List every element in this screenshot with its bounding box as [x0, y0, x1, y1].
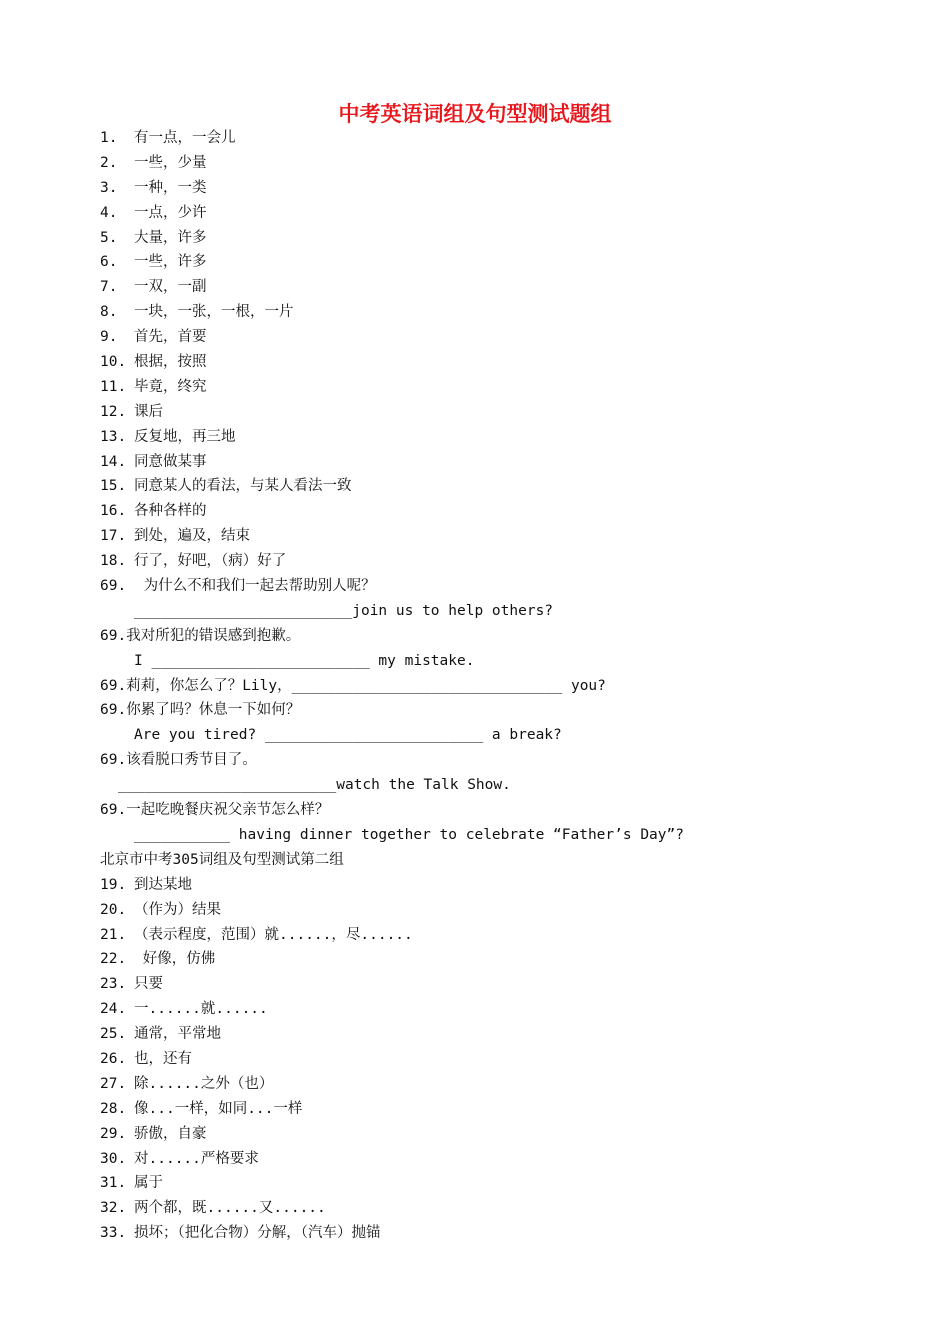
item-number: 30. — [100, 1150, 127, 1167]
item-text: 首先，首要 — [134, 329, 207, 346]
item-number: 28. — [100, 1100, 127, 1117]
item-text: （表示程度，范围）就......，尽...... — [134, 926, 413, 943]
item-number: 5. — [100, 229, 118, 246]
item-text: 课后 — [134, 403, 163, 420]
list-item — [100, 1171, 900, 1196]
item-number: 15. — [100, 478, 127, 495]
item-number: 8. — [100, 304, 118, 321]
list-item — [100, 226, 900, 251]
list-item — [100, 947, 900, 972]
item-number: 11. — [100, 378, 127, 395]
list-item — [100, 474, 900, 499]
section-heading: 北京市中考305词组及句型测试第二组 — [100, 851, 344, 868]
list-item — [100, 898, 900, 923]
item-number: 25. — [100, 1026, 127, 1043]
list-item — [100, 400, 900, 425]
list-item — [100, 499, 900, 524]
sentence-question: 69.该看脱口秀节目了。 — [100, 752, 257, 769]
item-text: 通常，平常地 — [134, 1026, 221, 1043]
item-number: 13. — [100, 428, 127, 445]
phrase-list-group-2 — [100, 873, 900, 1246]
item-number: 2. — [100, 154, 118, 171]
list-item — [100, 126, 900, 151]
sentence-question: 69.莉莉，你怎么了？Lily，_______________________________ you? — [100, 677, 606, 694]
item-text: 也，还有 — [134, 1050, 192, 1067]
document-body — [100, 126, 900, 1246]
item-number: 16. — [100, 503, 127, 520]
item-number: 12. — [100, 403, 127, 420]
item-number: 1. — [100, 130, 118, 146]
list-item — [100, 1196, 900, 1221]
sentence-question: 69.我对所犯的错误感到抱歉。 — [100, 627, 301, 644]
document-title: 中考英语词组及句型测试题组 — [338, 101, 612, 126]
item-text: 属于 — [134, 1175, 163, 1192]
sentence-answer-blank: I _________________________ my mistake. — [134, 652, 475, 669]
item-number: 19. — [100, 876, 127, 893]
phrase-list-group-1 — [100, 126, 900, 574]
item-text: 一些，少量 — [134, 154, 207, 171]
item-number: 27. — [100, 1075, 127, 1092]
list-item — [100, 1047, 900, 1072]
item-number: 23. — [100, 976, 127, 993]
item-number: 20. — [100, 901, 127, 918]
sentence-answer-blank: _________________________watch the Talk Show. — [118, 777, 511, 794]
item-text: 除......之外（也） — [134, 1075, 274, 1092]
list-item — [100, 1122, 900, 1147]
list-item — [100, 1072, 900, 1097]
item-number: 7. — [100, 279, 118, 296]
list-item — [100, 1022, 900, 1047]
item-number: 6. — [100, 254, 118, 271]
item-text: 同意某人的看法，与某人看法一致 — [134, 478, 352, 495]
item-text: 骄傲，自豪 — [134, 1125, 207, 1142]
item-number: 3. — [100, 179, 118, 196]
sentence-question: 69. 为什么不和我们一起去帮助别人呢？ — [100, 578, 376, 595]
sentence-answer-blank: ___________ having dinner together to celebrate “Father’s Day”? — [134, 826, 684, 843]
list-item — [100, 350, 900, 375]
item-text: 一种，一类 — [134, 179, 207, 196]
list-item — [100, 176, 900, 201]
list-item — [100, 923, 900, 948]
list-item — [100, 1097, 900, 1122]
list-item — [100, 972, 900, 997]
item-text: 一块，一张，一根，一片 — [134, 304, 294, 321]
item-text: 有一点，一会儿 — [134, 130, 236, 146]
item-text: 对......严格要求 — [134, 1150, 259, 1167]
list-item — [100, 1221, 900, 1246]
item-text: 只要 — [134, 976, 163, 993]
item-text: （作为）结果 — [134, 901, 221, 918]
list-item — [100, 524, 900, 549]
item-number: 22. — [100, 951, 127, 968]
item-text: 到处，遍及，结束 — [134, 528, 250, 545]
list-item — [100, 873, 900, 898]
item-text: 像...一样，如同...一样 — [134, 1100, 303, 1117]
item-number: 21. — [100, 926, 127, 943]
list-item — [100, 275, 900, 300]
item-text: 好像，仿佛 — [134, 951, 216, 968]
sentence-question: 69.你累了吗？休息一下如何？ — [100, 702, 301, 719]
list-item — [100, 450, 900, 475]
list-item — [100, 151, 900, 176]
item-number: 29. — [100, 1125, 127, 1142]
item-number: 33. — [100, 1225, 127, 1242]
list-item — [100, 250, 900, 275]
item-text: 一些，许多 — [134, 254, 207, 271]
item-text: 毕竟，终究 — [134, 378, 207, 395]
item-number: 10. — [100, 354, 127, 371]
list-item — [100, 1147, 900, 1172]
item-number: 24. — [100, 1001, 127, 1018]
item-text: 行了，好吧，（病）好了 — [134, 553, 287, 570]
list-item — [100, 300, 900, 325]
item-text: 各种各样的 — [134, 503, 207, 520]
item-number: 31. — [100, 1175, 127, 1192]
item-number: 4. — [100, 204, 118, 221]
item-text: 反复地，再三地 — [134, 428, 236, 445]
item-number: 9. — [100, 329, 118, 346]
item-text: 两个都，既......又...... — [134, 1200, 326, 1217]
item-text: 一双，一副 — [134, 279, 207, 296]
item-text: 同意做某事 — [134, 453, 207, 470]
list-item — [100, 201, 900, 226]
sentence-question: 69.一起吃晚餐庆祝父亲节怎么样？ — [100, 802, 330, 819]
item-text: 一......就...... — [134, 1001, 268, 1018]
item-number: 18. — [100, 553, 127, 570]
item-text: 一点，少许 — [134, 204, 207, 221]
item-text: 根据，按照 — [134, 354, 207, 371]
list-item — [100, 549, 900, 574]
item-number: 32. — [100, 1200, 127, 1217]
list-item — [100, 997, 900, 1022]
item-text: 大量，许多 — [134, 229, 207, 246]
list-item — [100, 325, 900, 350]
item-number: 26. — [100, 1050, 127, 1067]
list-item — [100, 425, 900, 450]
item-text: 到达某地 — [134, 876, 192, 893]
item-number: 14. — [100, 453, 127, 470]
item-number: 17. — [100, 528, 127, 545]
sentence-exercises — [100, 574, 900, 848]
list-item — [100, 375, 900, 400]
sentence-answer-blank: _________________________join us to help others? — [134, 602, 554, 619]
item-text: 损坏；（把化合物）分解，（汽车）抛锚 — [134, 1225, 381, 1242]
sentence-answer-blank: Are you tired? _________________________ a break? — [134, 727, 562, 744]
